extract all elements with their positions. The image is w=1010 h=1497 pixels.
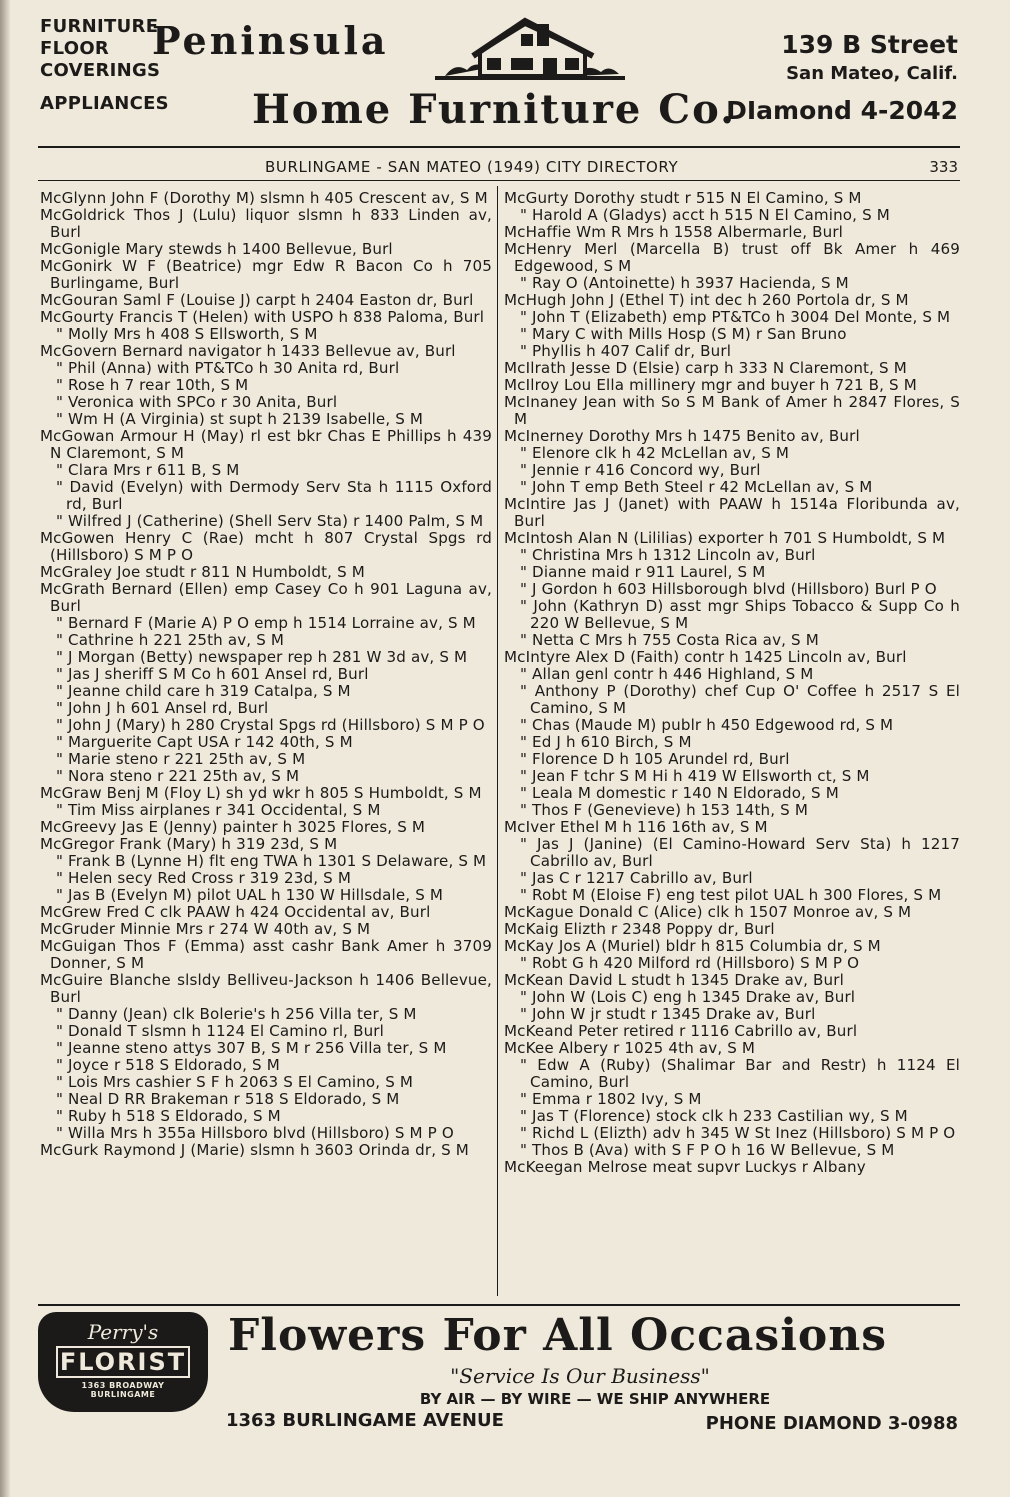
directory-entry: " Ed J h 610 Birch, S M	[520, 733, 692, 751]
directory-entry: McHaffie Wm R Mrs h 1558 Albermarle, Burl	[504, 223, 844, 241]
footer-address: 1363 BURLINGAME AVENUE	[226, 1410, 504, 1431]
directory-entry: " Marie steno r 221 25th av, S M	[56, 750, 306, 768]
directory-entry: McGuire Blanche slsldy Belliveu-Jackson h 1406 Bellevue, Burl	[40, 971, 492, 1006]
directory-entry: " Wilfred J (Catherine) (Shell Serv Sta) r 1400 Palm, S M	[56, 512, 484, 530]
directory-entry: " John W jr studt r 1345 Drake av, Burl	[520, 1005, 816, 1023]
directory-entry: McGovern Bernard navigator h 1433 Bellevue av, Burl	[40, 342, 456, 360]
directory-entry: " Jeanne steno attys 307 B, S M r 256 Villa ter, S M	[56, 1039, 447, 1057]
directory-entry: " J Gordon h 603 Hillsborough blvd (Hillsboro) Burl P O	[520, 580, 937, 598]
directory-entry: McInerney Dorothy Mrs h 1475 Benito av, Burl	[504, 427, 860, 445]
header-city: San Mateo, Calif.	[786, 63, 958, 84]
directory-entry: " Thos F (Genevieve) h 153 14th, S M	[520, 801, 809, 819]
directory-entry: " Thos B (Ava) with S F P O h 16 W Bellevue, S M	[520, 1141, 895, 1159]
directory-entry: McInaney Jean with So S M Bank of Amer h 2847 Flores, S M	[504, 393, 960, 428]
directory-entry: " Donald T slsmn h 1124 El Camino rl, Burl	[56, 1022, 384, 1040]
header-product-line: COVERINGS	[40, 60, 161, 81]
directory-entry: " Molly Mrs h 408 S Ellsworth, S M	[56, 325, 318, 343]
directory-entry: McIlrath Jesse D (Elsie) carp h 333 N Claremont, S M	[504, 359, 907, 377]
directory-entry: " Christina Mrs h 1312 Lincoln av, Burl	[520, 546, 816, 564]
directory-entry: McGreevy Jas E (Jenny) painter h 3025 Flores, S M	[40, 818, 426, 836]
directory-entry: " Phyllis h 407 Calif dr, Burl	[520, 342, 732, 360]
directory-entry: McGraw Benj M (Floy L) sh yd wkr h 805 S Humboldt, S M	[40, 784, 482, 802]
directory-entry: " Nora steno r 221 25th av, S M	[56, 767, 300, 785]
directory-column-left	[40, 190, 492, 1159]
header-product-list	[40, 16, 169, 115]
directory-entry: " Wm H (A Virginia) st supt h 2139 Isabelle, S M	[56, 410, 424, 428]
directory-entry: " Phil (Anna) with PT&TCo h 30 Anita rd, Burl	[56, 359, 400, 377]
directory-entry: McKean David L studt h 1345 Drake av, Burl	[504, 971, 844, 989]
florist-logo-city: BURLINGAME	[90, 1390, 156, 1399]
directory-entry: McGowan Armour H (May) rl est bkr Chas E Phillips h 439 N Claremont, S M	[40, 427, 492, 462]
header-address	[781, 30, 958, 84]
header-phone: DIamond 4-2042	[726, 96, 958, 125]
header-product-line: APPLIANCES	[40, 93, 169, 114]
directory-entry: " Neal D RR Brakeman r 518 S Eldorado, S M	[56, 1090, 400, 1108]
footer-shipping: BY AIR — BY WIRE — WE SHIP ANYWHERE	[419, 1390, 771, 1408]
directory-entry: " Jean F tchr S M Hi h 419 W Ellsworth ct, S M	[520, 767, 870, 785]
directory-entry: " J Morgan (Betty) newspaper rep h 281 W 3d av, S M	[56, 648, 468, 666]
directory-entry: " Ray O (Antoinette) h 3937 Hacienda, S M	[520, 274, 849, 292]
directory-entry: McIlroy Lou Ella millinery mgr and buyer h 721 B, S M	[504, 376, 917, 394]
directory-entry: " Jennie r 416 Concord wy, Burl	[520, 461, 761, 479]
directory-entry: " Bernard F (Marie A) P O emp h 1514 Lorraine av, S M	[56, 614, 476, 632]
header-product-line: FLOOR	[40, 38, 110, 59]
directory-entry: " Allan genl contr h 446 Highland, S M	[520, 665, 814, 683]
directory-entry: " Jas J sheriff S M Co h 601 Ansel rd, Burl	[56, 665, 369, 683]
directory-entry: " Mary C with Mills Hosp (S M) r San Bruno	[520, 325, 847, 343]
directory-entry: " Clara Mrs r 611 B, S M	[56, 461, 240, 479]
directory-column-right	[504, 190, 960, 1176]
florist-logo-title: FLORIST	[56, 1346, 190, 1378]
header-rule	[38, 146, 960, 148]
directory-entry: McKaig Elizth r 2348 Poppy dr, Burl	[504, 920, 775, 938]
directory-entry: " Robt G h 420 Milford rd (Hillsboro) S M P O	[520, 954, 860, 972]
directory-entry: " Edw A (Ruby) (Shalimar Bar and Restr) h 1124 El Camino, Burl	[520, 1056, 960, 1091]
brand-name-bottom: Home Furniture Co.	[252, 86, 737, 133]
directory-entry: " Ruby h 518 S Eldorado, S M	[56, 1107, 281, 1125]
directory-entry: " John J h 601 Ansel rd, Burl	[56, 699, 269, 717]
directory-entry: " Lois Mrs cashier S F h 2063 S El Camino, S M	[56, 1073, 414, 1091]
directory-entry: " Willa Mrs h 355a Hillsboro blvd (Hillsboro) S M P O	[56, 1124, 454, 1142]
directory-entry: " Harold A (Gladys) acct h 515 N El Camino, S M	[520, 206, 890, 224]
running-head: BURLINGAME - SAN MATEO (1949) CITY DIRECTORY	[265, 158, 679, 176]
directory-entry: " Robt M (Eloise F) eng test pilot UAL h 300 Flores, S M	[520, 886, 942, 904]
directory-entry: McGurk Raymond J (Marie) slsmn h 3603 Orinda dr, S M	[40, 1141, 469, 1159]
directory-entry: McGlynn John F (Dorothy M) slsmn h 405 Crescent av, S M	[40, 189, 488, 207]
directory-entry: " Leala M domestic r 140 N Eldorado, S M	[520, 784, 839, 802]
directory-entry: " Frank B (Lynne H) flt eng TWA h 1301 S Delaware, S M	[56, 852, 487, 870]
directory-entry: " Chas (Maude M) publr h 450 Edgewood rd, S M	[520, 716, 894, 734]
directory-entry: " Cathrine h 221 25th av, S M	[56, 631, 285, 649]
directory-entry: McIntire Jas J (Janet) with PAAW h 1514a Floribunda av, Burl	[504, 495, 960, 530]
directory-entry: " Danny (Jean) clk Bolerie's h 256 Villa ter, S M	[56, 1005, 417, 1023]
directory-entry: " Florence D h 105 Arundel rd, Burl	[520, 750, 790, 768]
directory-entry: McGrath Bernard (Ellen) emp Casey Co h 901 Laguna av, Burl	[40, 580, 492, 615]
running-head-rule	[38, 180, 960, 181]
directory-entry: McKay Jos A (Muriel) bldr h 815 Columbia dr, S M	[504, 937, 881, 955]
directory-entry: McGregor Frank (Mary) h 319 23d, S M	[40, 835, 338, 853]
directory-entry: McGouran Saml F (Louise J) carpt h 2404 Easton dr, Burl	[40, 291, 474, 309]
directory-entry: McHenry Merl (Marcella B) trust off Bk Amer h 469 Edgewood, S M	[504, 240, 960, 275]
brand-name-top: Peninsula	[152, 18, 389, 63]
directory-entry: " John T emp Beth Steel r 42 McLellan av, S M	[520, 478, 873, 496]
florist-logo-address: 1363 BROADWAY	[81, 1381, 165, 1390]
directory-entry: McGowen Henry C (Rae) mcht h 807 Crystal Spgs rd (Hillsboro) S M P O	[40, 529, 492, 564]
directory-entry: " Marguerite Capt USA r 142 40th, S M	[56, 733, 353, 751]
directory-entry: McGourty Francis T (Helen) with USPO h 838 Paloma, Burl	[40, 308, 485, 326]
directory-entry: McKeand Peter retired r 1116 Cabrillo av, Burl	[504, 1022, 858, 1040]
directory-entry: " Netta C Mrs h 755 Costa Rica av, S M	[520, 631, 819, 649]
directory-entry: " Jeanne child care h 319 Catalpa, S M	[56, 682, 351, 700]
directory-entry: McKeegan Melrose meat supvr Luckys r Albany	[504, 1158, 866, 1176]
directory-entry: " John J (Mary) h 280 Crystal Spgs rd (Hillsboro) S M P O	[56, 716, 485, 734]
directory-entry: " Jas T (Florence) stock clk h 233 Castilian wy, S M	[520, 1107, 908, 1125]
directory-entry: " Elenore clk h 42 McLellan av, S M	[520, 444, 790, 462]
directory-entry: " Jas J (Janine) (El Camino-Howard Serv Sta) h 1217 Cabrillo av, Burl	[520, 835, 960, 870]
header-product-line: FURNITURE	[40, 16, 159, 37]
directory-entry: " Joyce r 518 S Eldorado, S M	[56, 1056, 280, 1074]
directory-entry: McGonigle Mary stewds h 1400 Bellevue, Burl	[40, 240, 393, 258]
directory-entry: " Dianne maid r 911 Laurel, S M	[520, 563, 766, 581]
directory-entry: McGruder Minnie Mrs r 274 W 40th av, S M	[40, 920, 371, 938]
directory-entry: " Jas C r 1217 Cabrillo av, Burl	[520, 869, 753, 887]
directory-entry: " John W (Lois C) eng h 1345 Drake av, Burl	[520, 988, 856, 1006]
directory-entry: " John T (Elizabeth) emp PT&TCo h 3004 Del Monte, S M	[520, 308, 951, 326]
directory-entry: McGrew Fred C clk PAAW h 424 Occidental av, Burl	[40, 903, 431, 921]
column-divider	[497, 186, 498, 1296]
footer-rule	[38, 1304, 960, 1306]
directory-entry: McGraley Joe studt r 811 N Humboldt, S M	[40, 563, 365, 581]
footer-slogan: "Service Is Our Business"	[450, 1364, 710, 1388]
directory-entry: " Anthony P (Dorothy) chef Cup O' Coffee h 2517 S El Camino, S M	[520, 682, 960, 717]
florist-logo-script: Perry's	[87, 1320, 159, 1344]
directory-entry: " Helen secy Red Cross r 319 23d, S M	[56, 869, 351, 887]
directory-entry: McIntosh Alan N (Lililias) exporter h 701 S Humboldt, S M	[504, 529, 946, 547]
directory-entry: McHugh John J (Ethel T) int dec h 260 Portola dr, S M	[504, 291, 909, 309]
house-logo-icon	[425, 16, 635, 86]
directory-entry: " Jas B (Evelyn M) pilot UAL h 130 W Hillsdale, S M	[56, 886, 444, 904]
directory-entry: McKee Albery r 1025 4th av, S M	[504, 1039, 756, 1057]
footer-phone: PHONE DIAMOND 3-0988	[705, 1413, 958, 1434]
directory-entry: McGonirk W F (Beatrice) mgr Edw R Bacon Co h 705 Burlingame, Burl	[40, 257, 492, 292]
directory-entry: McIver Ethel M h 116 16th av, S M	[504, 818, 768, 836]
directory-entry: " Tim Miss airplanes r 341 Occidental, S M	[56, 801, 381, 819]
directory-entry: McIntyre Alex D (Faith) contr h 1425 Lincoln av, Burl	[504, 648, 907, 666]
directory-entry: McKague Donald C (Alice) clk h 1507 Monroe av, S M	[504, 903, 912, 921]
directory-entry: " Rose h 7 rear 10th, S M	[56, 376, 249, 394]
directory-entry: " Veronica with SPCo r 30 Anita, Burl	[56, 393, 338, 411]
directory-entry: " Richd L (Elizth) adv h 345 W St Inez (Hillsboro) S M P O	[520, 1124, 956, 1142]
page-number: 333	[929, 158, 958, 176]
directory-entry: " David (Evelyn) with Dermody Serv Sta h 1115 Oxford rd, Burl	[56, 478, 492, 513]
page-binding-shadow	[0, 0, 10, 1497]
footer-headline: Flowers For All Occasions	[228, 1310, 888, 1361]
directory-entry: McGurty Dorothy studt r 515 N El Camino, S M	[504, 189, 862, 207]
directory-entry: " John (Kathryn D) asst mgr Ships Tobacco & Supp Co h 220 W Bellevue, S M	[520, 597, 960, 632]
directory-entry: " Emma r 1802 Ivy, S M	[520, 1090, 702, 1108]
directory-entry: McGoldrick Thos J (Lulu) liquor slsmn h 833 Linden av, Burl	[40, 206, 492, 241]
header-street: 139 B Street	[781, 30, 958, 59]
directory-entry: McGuigan Thos F (Emma) asst cashr Bank Amer h 3709 Donner, S M	[40, 937, 492, 972]
